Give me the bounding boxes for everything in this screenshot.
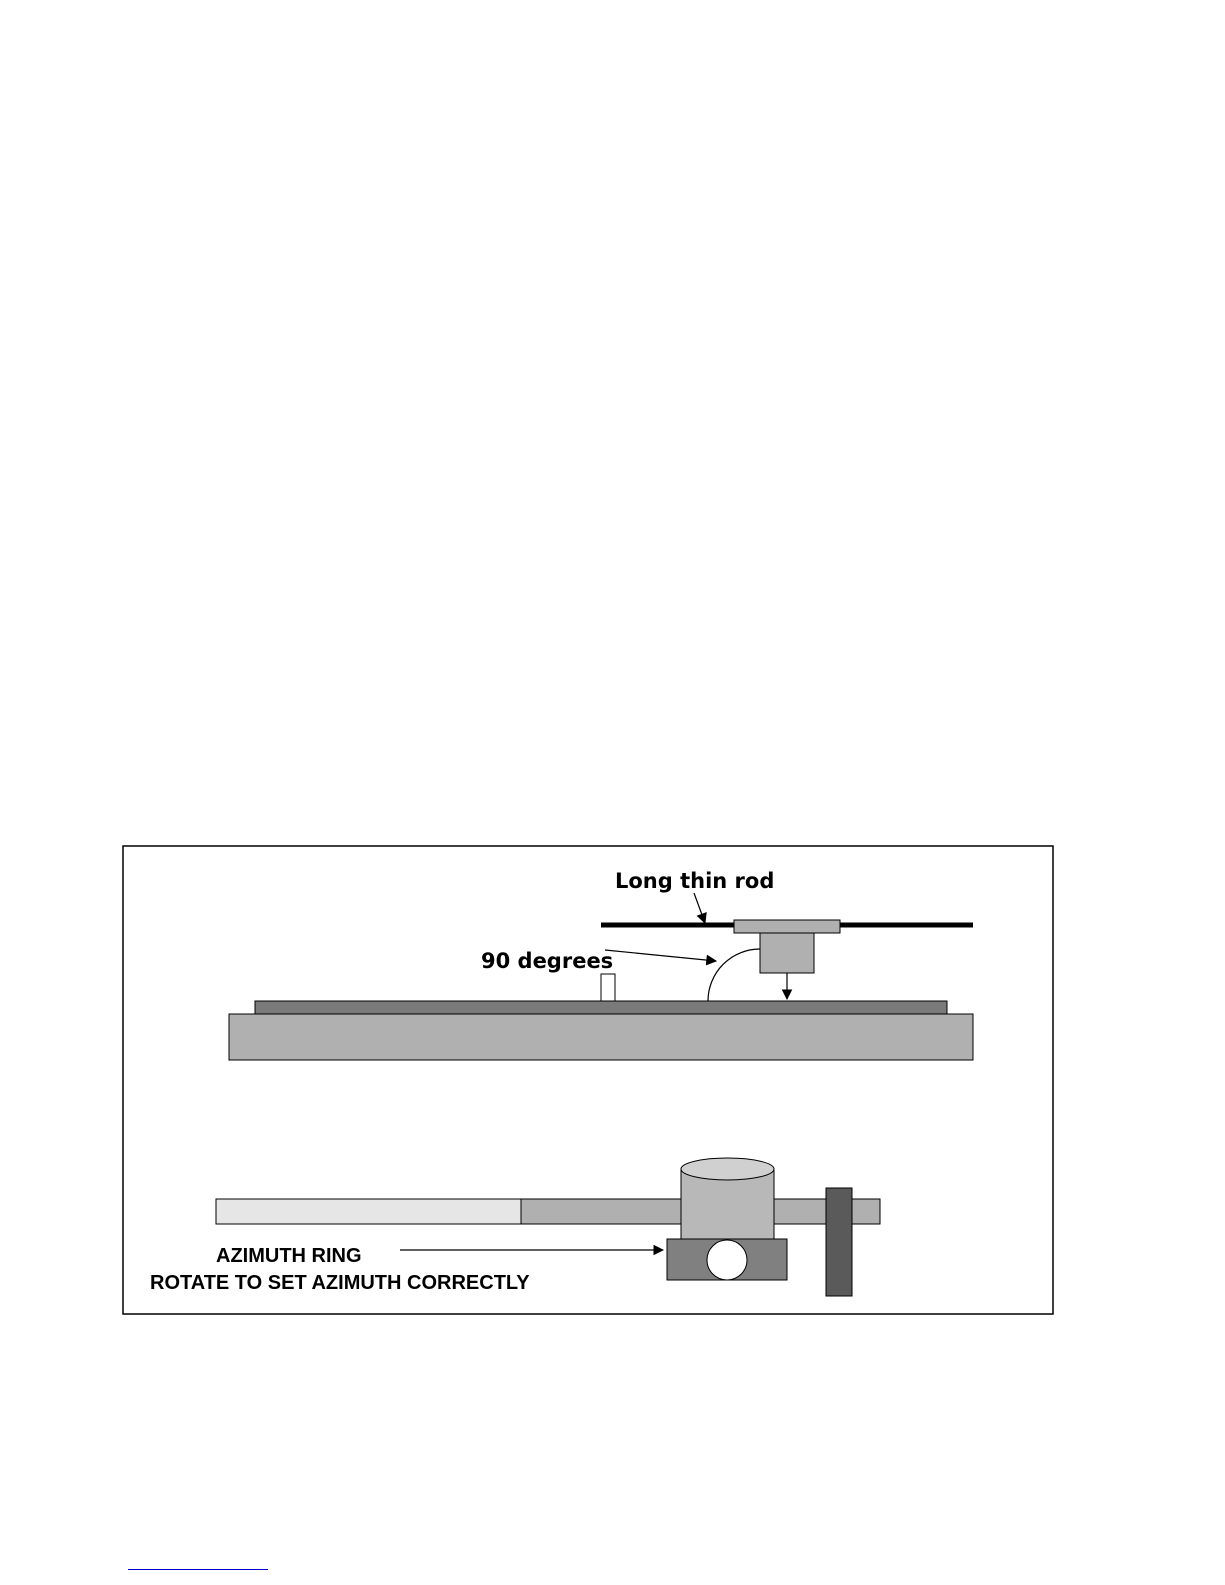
azimuth-ring-label: AZIMUTH RING [216,1245,362,1267]
azimuth-instruction-label: ROTATE TO SET AZIMUTH CORRECTLY [150,1272,530,1294]
angle-label: 90 degrees [481,949,614,973]
rod-mount-plate [734,920,840,933]
tonearm-tube-front [216,1199,521,1224]
azimuth-ring-hole [707,1240,747,1280]
arm-rest-post [826,1188,852,1296]
spindle [601,974,615,1001]
plinth [229,1014,973,1060]
platter [255,1001,947,1014]
diagram-frame [123,846,1053,1314]
footnote-separator [128,1569,268,1570]
cartridge-block [760,933,814,973]
rod-label: Long thin rod [615,869,775,893]
pivot-cap-top [681,1158,774,1180]
